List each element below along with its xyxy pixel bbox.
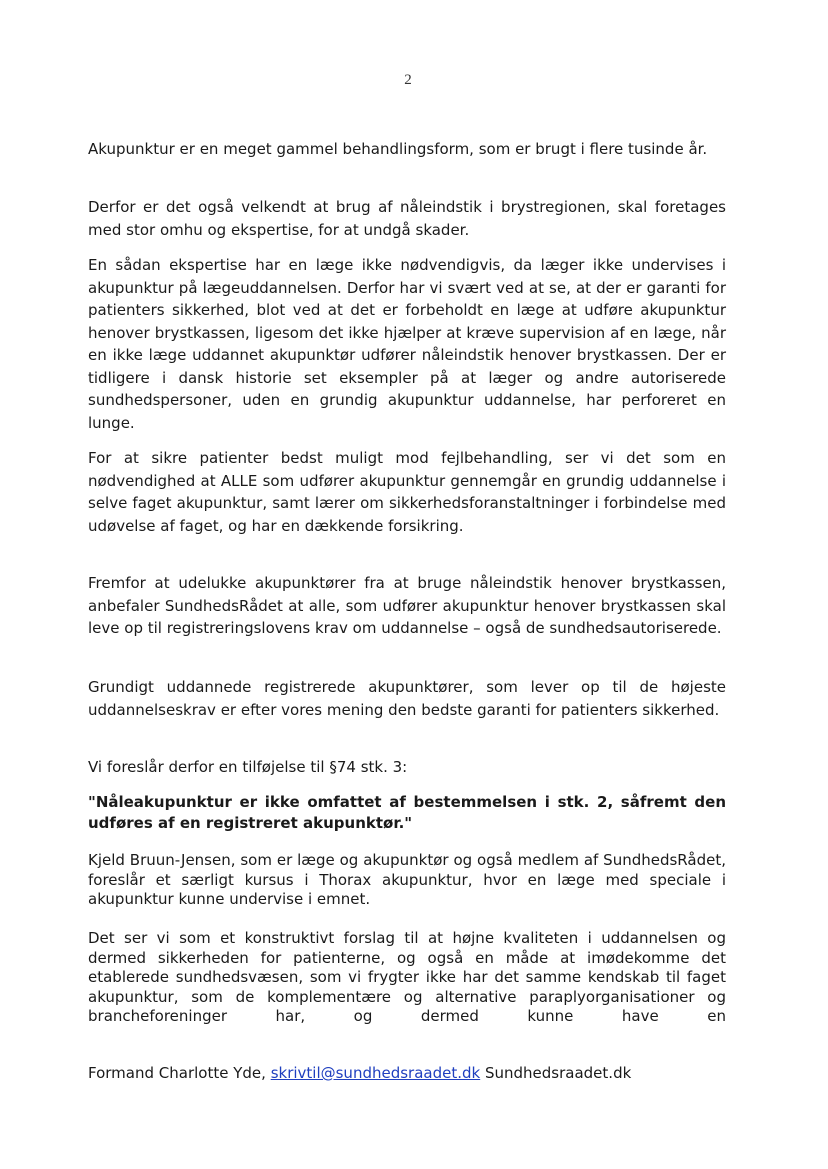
page-number: 2	[404, 72, 412, 88]
paragraph-expertise: En sådan ekspertise har en læge ikke nødvendigvis, da læger ikke undervises i akupunktur på lægeuddannelsen. Derfor har vi svært ved at se, at der er garanti for patienters sikkerhed, blot ved at det er forbeholdt en læge at udføre akupunktur henover brystkassen, ligesom det ikke hjælper at kræve supervision af en læge, når en ikke læge uddannet akupunktør udfører nåleindstik henover brystkassen. Der er tidligere i dansk historie set eksempler på at læger og andre autoriserede sundhedspersoner, uden en grundig akupunktur uddannelse, har perforeret en lunge.	[88, 256, 726, 432]
footer-chairman: Formand Charlotte Yde,	[88, 1064, 266, 1082]
paragraph-constructive-proposal: Det ser vi som et konstruktivt forslag til at højne kvaliteten i uddannelsen og dermed sikkerheden for patienterne, og også en måde at imødekomme det etablerede sundhedsvæsen, som vi frygter ikke har det samme kendskab til faget akupunktur, som de komplementære og alternative paraplyorganisationer og brancheforeninger har, og dermed kunne have en	[88, 929, 726, 1025]
footer	[88, 1062, 728, 1084]
paragraph-history: Akupunktur er en meget gammel behandlingsform, som er brugt i flere tusinde år.	[88, 140, 708, 158]
paragraph-recommendation: Fremfor at udelukke akupunktører fra at bruge nåleindstik henover brystkassen, anbefaler SundhedsRådet at alle, som udfører akupunktur henover brystkassen skal leve op til registreringslovens krav om uddannelse – også de sundhedsautoriserede.	[88, 574, 726, 637]
paragraph-proposal-intro: Vi foreslår derfor en tilføjelse til §74 stk. 3:	[88, 758, 408, 776]
footer-email-link[interactable]: skrivtil@sundhedsraadet.dk	[270, 1064, 481, 1082]
paragraph-chest-needling: Derfor er det også velkendt at brug af nåleindstik i brystregionen, skal foretages med stor omhu og ekspertise, for at undgå skader.	[88, 198, 726, 239]
proposed-amendment-quote: "Nåleakupunktur er ikke omfattet af bestemmelsen i stk. 2, såfremt den udføres af en registreret akupunktør."	[88, 793, 726, 832]
paragraph-patient-safety: For at sikre patienter bedst muligt mod fejlbehandling, ser vi det som en nødvendighed at ALLE som udfører akupunktur gennemgår en grundig uddannelse i selve faget akupunktur, samt lærer om sikkerhedsforanstaltninger i forbindelse med udøvelse af faget, og har en dækkende forsikring.	[88, 449, 726, 535]
paragraph-thorax-course: Kjeld Bruun-Jensen, som er læge og akupunktør og også medlem af SundhedsRådet, foreslår et særligt kursus i Thorax akupunktur, hvor en læge med speciale i akupunktur kunne undervise i emnet.	[88, 851, 726, 908]
paragraph-registered-acupuncturists: Grundigt uddannede registrerede akupunktører, som lever op til de højeste uddannelseskrav er efter vores mening den bedste garanti for patienters sikkerhed.	[88, 678, 726, 719]
footer-website: Sundhedsraadet.dk	[484, 1064, 632, 1082]
